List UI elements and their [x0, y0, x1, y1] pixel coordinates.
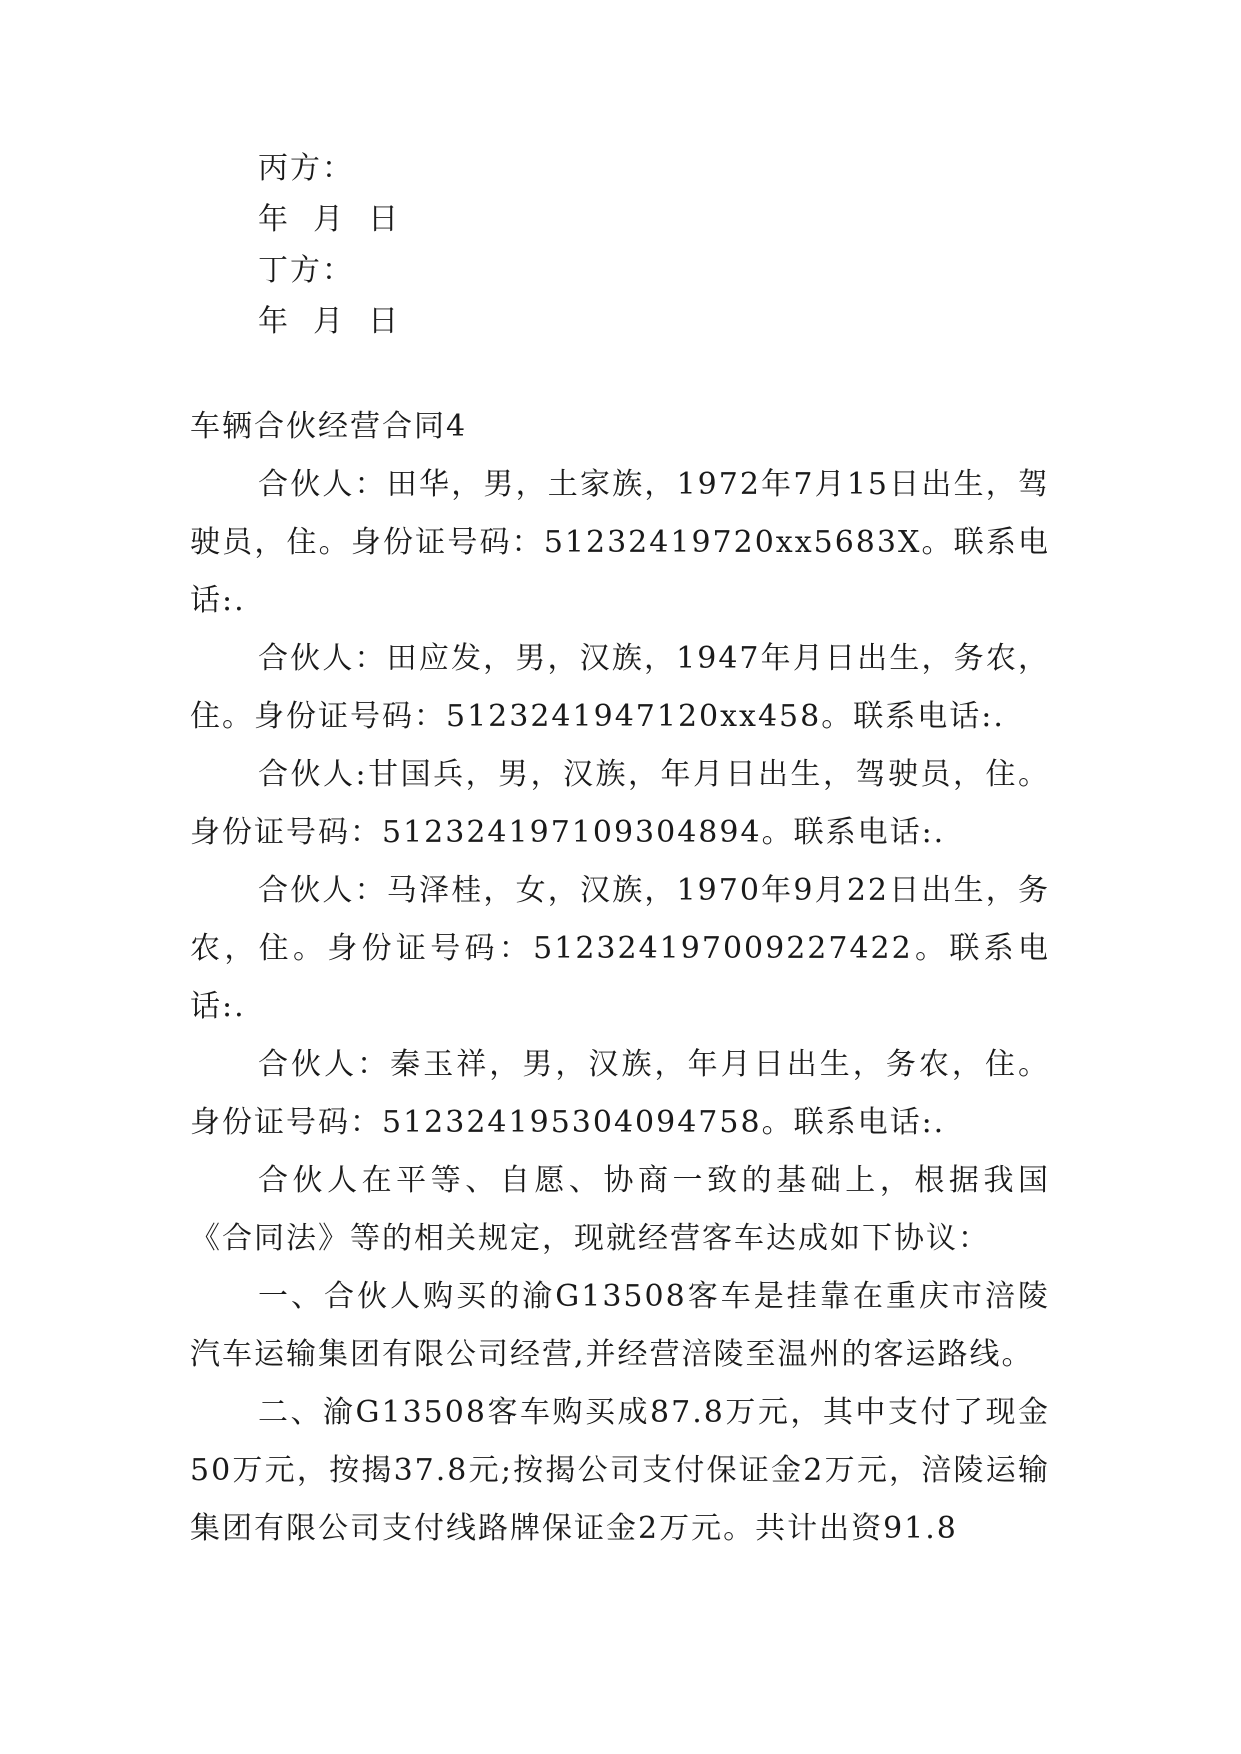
partner-paragraph-1: 合伙人：田华，男，土家族，1972年7月15日出生，驾驶员，住。身份证号码：51232419720xx5683X。联系电话:.	[190, 467, 1050, 618]
clause-two: 二、渝G13508客车购买成87.8万元，其中支付了现金50万元，按揭37.8元;按揭公司支付保证金2万元，涪陵运输集团有限公司支付线路牌保证金2万元。共计出资91.8	[190, 1395, 1050, 1546]
section-title: 车辆合伙经营合同4	[190, 409, 468, 444]
contract-body	[190, 398, 1050, 1558]
party-d-date: 年 月 日	[258, 304, 401, 339]
clause-one: 一、合伙人购买的渝G13508客车是挂靠在重庆市涪陵汽车运输集团有限公司经营,并经营涪陵至温州的客运路线。	[190, 1279, 1050, 1372]
partner-paragraph-2: 合伙人：田应发，男，汉族，1947年月日出生，务农，住。身份证号码：5123241947120xx458。联系电话:.	[190, 641, 1050, 734]
party-d-label: 丁方：	[258, 253, 354, 288]
agreement-intro: 合伙人在平等、自愿、协商一致的基础上，根据我国《合同法》等的相关规定，现就经营客车达成如下协议：	[190, 1163, 1050, 1256]
partner-paragraph-4: 合伙人：马泽桂，女，汉族，1970年9月22日出生，务农，住。身份证号码：512324197009227422。联系电话:.	[190, 873, 1050, 1024]
partner-paragraph-3: 合伙人:甘国兵，男，汉族，年月日出生，驾驶员，住。身份证号码：512324197109304894。联系电话:.	[190, 757, 1050, 850]
party-c-date: 年 月 日	[258, 202, 401, 237]
partner-paragraph-5: 合伙人：秦玉祥，男，汉族，年月日出生，务农，住。身份证号码：512324195304094758。联系电话:.	[190, 1047, 1050, 1140]
party-c-label: 丙方：	[258, 151, 354, 186]
